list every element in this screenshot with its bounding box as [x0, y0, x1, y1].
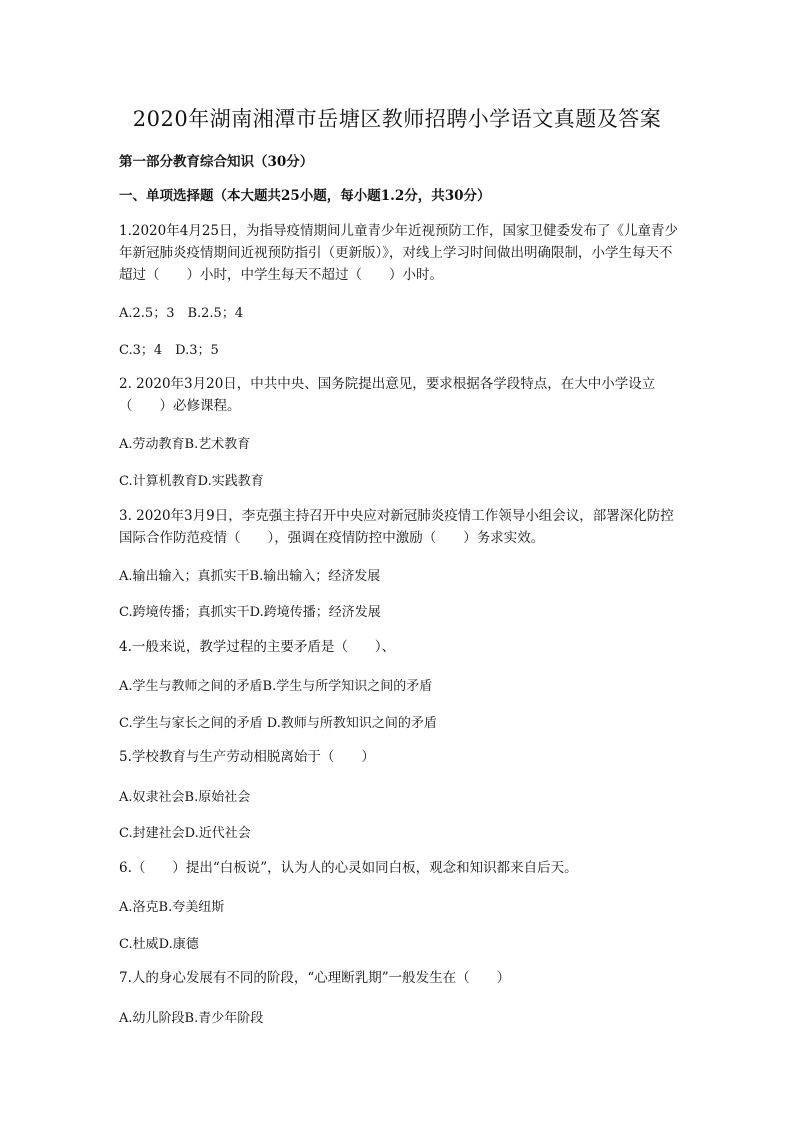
doc-title: 2020年湖南湘潭市岳塘区教师招聘小学语文真题及答案 — [132, 107, 662, 131]
question-4: 4.一般来说，教学过程的主要矛盾是（ ）、 — [119, 639, 396, 655]
q6-options-line2: C.杜威D.康德 — [119, 937, 199, 952]
q1-options-line1: A.2.5；3 B.2.5；4 — [119, 306, 244, 321]
question-3: 3. 2020年3月9日，李克强主持召开中央应对新冠肺炎疫情工作领导小组会议，部署深化防控国际合作防范疫情（ ），强调在疫情防控中激励（ ）务求实效。 — [119, 508, 674, 546]
question-5: 5.学校教育与生产劳动相脱离始于（ ） — [119, 749, 375, 765]
q6-options-line1: A.洛克B.夸美纽斯 — [119, 900, 225, 915]
question-1: 1.2020年4月25日，为指导疫情期间儿童青少年近视预防工作，国家卫健委发布了《儿童青少年新冠肺炎疫情期间近视预防指引（更新版）》，对线上学习时间做出明确限制，小学生每天不超过（ ）小时，中学生每天不超过（ ）小时。 — [119, 223, 679, 283]
q2-options-line1: A.劳动教育B.艺术教育 — [119, 437, 251, 452]
question-7: 7.人的身心发展有不同的阶段，“心理断乳期”一般发生在（ ） — [119, 970, 511, 986]
part-heading: 第一部分教育综合知识（30分） — [119, 154, 314, 170]
q7-options-line1: A.幼儿阶段B.青少年阶段 — [119, 1011, 264, 1026]
q5-options-line2: C.封建社会D.近代社会 — [119, 826, 251, 841]
q5-options-line1: A.奴隶社会B.原始社会 — [119, 790, 251, 805]
q4-options-line1: A.学生与教师之间的矛盾B.学生与所学知识之间的矛盾 — [119, 679, 433, 694]
question-6: 6.（ ）提出“白板说”，认为人的心灵如同白板，观念和知识都来自后天。 — [119, 860, 578, 876]
q1-options-line2: C.3；4 D.3；5 — [119, 343, 219, 358]
question-2: 2. 2020年3月20日，中共中央、国务院提出意见，要求根据各学段特点，在大中小学设立（ ）必修课程。 — [119, 376, 656, 414]
q4-options-line2: C.学生与家长之间的矛盾 D.教师与所教知识之间的矛盾 — [119, 716, 437, 731]
q3-options-line2: C.跨境传播；真抓实干D.跨境传播；经济发展 — [119, 605, 381, 620]
q3-options-line1: A.输出输入；真抓实干B.输出输入；经济发展 — [119, 569, 381, 584]
q2-options-line2: C.计算机教育D.实践教育 — [119, 474, 264, 489]
section-heading: 一、单项选择题（本大题共25小题，每小题1.2分，共30分） — [119, 188, 491, 204]
